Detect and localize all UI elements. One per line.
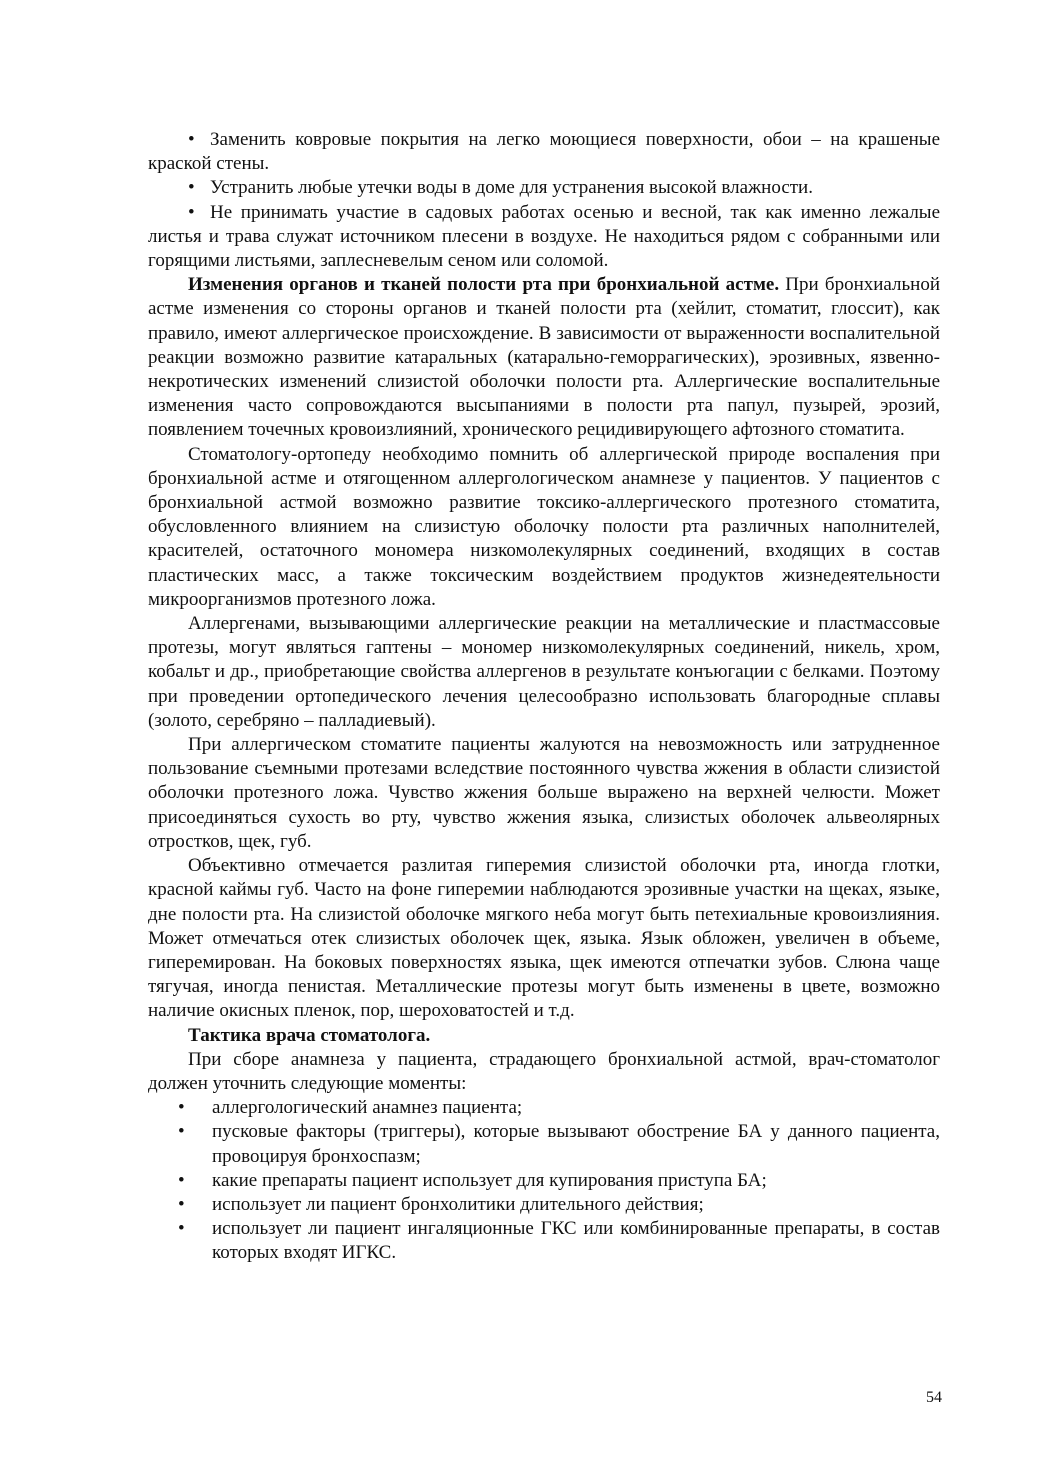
section-heading-oral-changes: Изменения органов и тканей полости рта при бронхиальной астме. [188, 274, 780, 296]
section-heading-tactics: Тактика врача стоматолога. [188, 1024, 431, 1046]
anamnesis-checklist [148, 1096, 940, 1265]
paragraph-complaints: При аллергическом стоматите пациенты жалуются на невозможность или затрудненное пользование съемными протезами вследствие постоянного чувства жжения в области слизистой оболочки протезного ложа. Чувство жжения больше выражено на верхней челюсти. Может присоединяться сухость во рту, чувство жжения языка, слизистых оболочек альвеолярных отростков, щек, губ. [148, 734, 940, 852]
list-item: • пусковые факторы (триггеры), которые вызывают обострение БА у данного пациента, провоцируя бронхоспазм; [178, 1121, 940, 1167]
paragraph-allergens: Аллергенами, вызывающими аллергические реакции на металлические и пластмассовые протезы, могут являться гаптены – мономер низкомолекулярных соединений, никель, хром, кобальт и др., приобретающие свойства аллергенов в результате конъюгации с белками. Поэтому при проведении ортопедического лечения целесообразно использовать благородные сплавы (золото, серебряно – палладиевый). [148, 613, 940, 731]
bullet-icon: • [178, 1169, 185, 1191]
tactics-intro: При сборе анамнеза у пациента, страдающего бронхиальной астмой, врач-стоматолог должен уточнить следующие моменты: [148, 1048, 940, 1094]
list-item: • какие препараты пациент использует для купирования приступа БА; [148, 1169, 940, 1193]
list-item: • аллергологический анамнез пациента; [148, 1096, 940, 1120]
list-item: • использует ли пациент бронхолитики длительного действия; [148, 1193, 940, 1217]
bullet-paragraph-2: • Устранить любые утечки воды в доме для устранения высокой влажности. [148, 176, 940, 200]
paragraph-objective: Объективно отмечается разлитая гиперемия слизистой оболочки рта, иногда глотки, красной каймы губ. Часто на фоне гиперемии наблюдаются эрозивные участки на щеках, языке, дне полости рта. На слизистой оболочке мягкого неба могут быть петехиальные кровоизлияния. Может отмечаться отек слизистых оболочек щек, языка. Язык обложен, увеличен в объеме, гиперемирован. На боковых поверхностях языка, щек имеются отпечатки зубов. Слюна чаще тягучая, иногда пенистая. Металлические протезы могут быть изменены в цвете, возможно наличие окисных пленок, пор, шероховатостей и т.д. [148, 855, 940, 1022]
bullet-icon: • [178, 1097, 185, 1119]
bullet-paragraph-3: • Не принимать участие в садовых работах осенью и весной, так как именно лежалые листья и трава служат источником плесени в воздухе. Не находиться рядом с собранными или горящими листьями, заплесневелым сеном или соломой. [148, 201, 940, 274]
section-oral-changes-paragraph [148, 273, 940, 442]
page-number: 54 [926, 1389, 942, 1406]
document-page [148, 128, 940, 1266]
section-oral-changes-text: При бронхиальной астме изменения со стороны органов и тканей полости рта (хейлит, стоматит, глоссит), как правило, имеют аллергическое происхождение. В зависимости от выраженности воспалительной реакции возможно развитие катаральных (катарально-геморрагических), эрозивных, язвенно-некротических изменений слизистой оболочки полости рта. Аллергические воспалительные изменения часто сопровождаются высыпаниями в полости рта папул, пузырей, эрозий, появлением точечных кровоизлияний, хронического рецидивирующего афтозного стоматита. [148, 274, 940, 441]
bullet-paragraph-1: • Заменить ковровые покрытия на легко моющиеся поверхности, обои – на крашеные краской стены. [148, 128, 940, 176]
list-item: • использует ли пациент ингаляционные ГКС или комбинированные препараты, в состав которых входят ИГКС. [178, 1218, 940, 1264]
bullet-icon: • [178, 1218, 185, 1240]
bullet-icon: • [178, 1193, 185, 1215]
paragraph-orthopedist: Стоматологу-ортопеду необходимо помнить об аллергической природе воспаления при бронхиальной астме и отягощенном аллергологическом анамнезе у пациентов. У пациентов с бронхиальной астмой возможно развитие токсико-аллергического протезного стоматита, обусловленного влиянием на слизистую оболочку полости рта различных наполнителей, красителей, остаточного мономера низкомолекулярных соединений, входящих в состав пластических масс, а также токсическим воздействием продуктов жизнедеятельности микроорганизмов протезного ложа. [148, 443, 940, 610]
bullet-icon: • [178, 1121, 185, 1143]
